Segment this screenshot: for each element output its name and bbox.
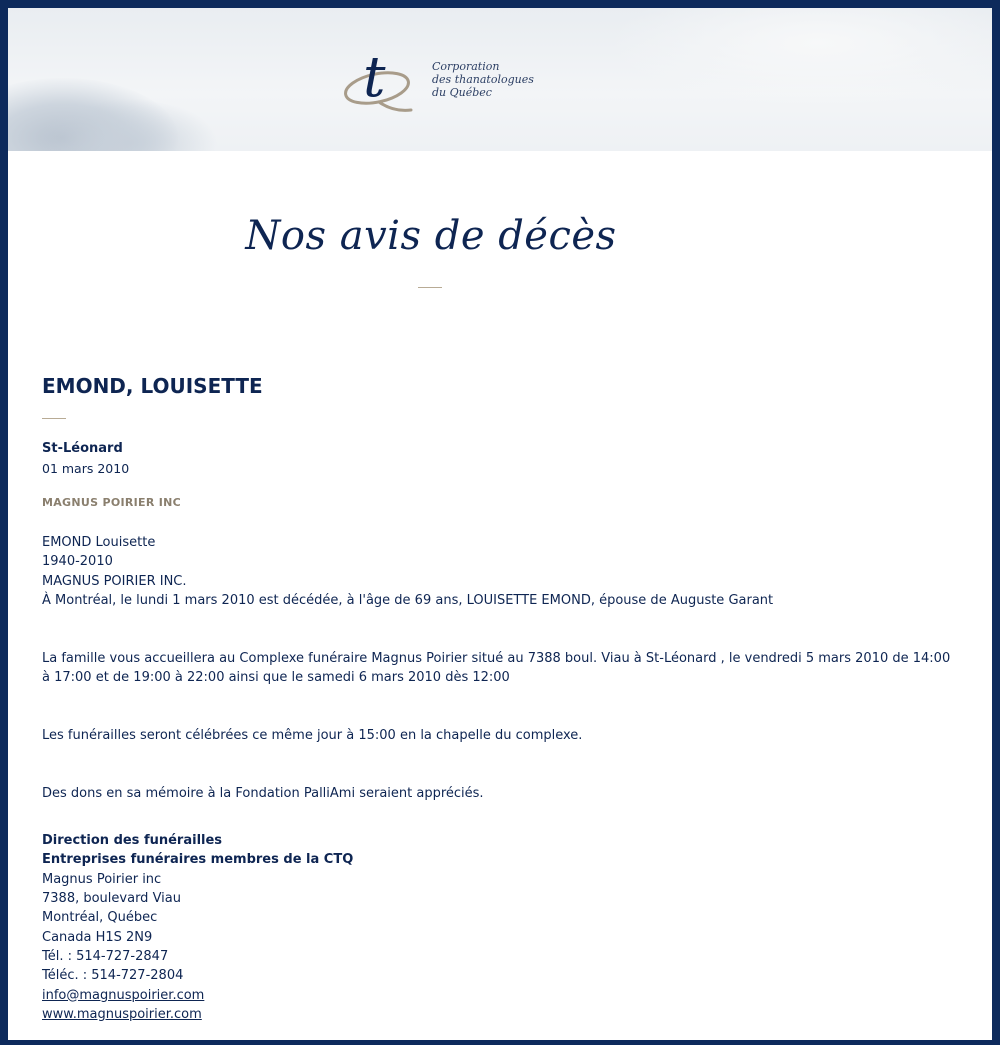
contact-street: 7388, boulevard Viau	[42, 891, 181, 907]
notice-date: 01 mars 2010	[42, 461, 130, 476]
intro-line: 1940-2010	[42, 554, 113, 570]
page-frame	[8, 8, 992, 1040]
contact-heading: Direction des funérailles	[42, 833, 223, 849]
funeral-paragraph: Les funérailles seront célébrées ce même jour à 15:00 en la chapelle du complexe.	[42, 727, 583, 743]
logo-line: du Québec	[432, 86, 492, 99]
name-divider	[42, 418, 66, 419]
title-divider	[418, 287, 442, 288]
contact-subheading: Entreprises funéraires membres de la CTQ	[42, 852, 354, 868]
notice-body	[42, 533, 962, 1024]
logo-letter: t	[363, 45, 386, 110]
contact-website-link[interactable]: www.magnuspoirier.com	[42, 1006, 202, 1022]
contact-email-link[interactable]: info@magnuspoirier.com	[42, 987, 205, 1003]
donation-paragraph: Des dons en sa mémoire à la Fondation PalliAmi seraient appréciés.	[42, 785, 484, 801]
notice-location: St-Léonard	[42, 441, 123, 456]
intro-line: MAGNUS POIRIER INC.	[42, 573, 187, 589]
funeral-home-name: MAGNUS POIRIER INC	[42, 496, 182, 509]
intro-line: À Montréal, le lundi 1 mars 2010 est décédée, à l'âge de 69 ans, LOUISETTE EMOND, épouse de Auguste Garant	[42, 592, 774, 608]
logo-line: Corporation	[432, 60, 500, 73]
intro-line: EMOND Louisette	[42, 535, 156, 550]
deceased-name: EMOND, LOUISETTE	[42, 374, 263, 398]
logo-line: des thanatologues	[432, 73, 534, 86]
contact-fax: Téléc. : 514-727-2804	[42, 968, 184, 984]
ctq-logo-icon[interactable]	[341, 38, 421, 118]
visitation-paragraph: La famille vous accueillera au Complexe funéraire Magnus Poirier situé au 7388 boul. Viau à St-Léonard , le vendredi 5 mars 2010 de 14:00 à 17:00 et de 19:00 à 22:00 ainsi que le samedi 6 mars 2010 dès 12:00	[42, 650, 951, 686]
header-banner	[8, 8, 992, 151]
contact-company: Magnus Poirier inc	[42, 871, 162, 887]
contact-country: Canada H1S 2N9	[42, 929, 153, 945]
contact-city: Montréal, Québec	[42, 910, 158, 926]
page-title: Nos avis de décès	[245, 213, 617, 259]
contact-phone: Tél. : 514-727-2847	[42, 948, 169, 964]
logo-wordmark	[432, 60, 534, 99]
